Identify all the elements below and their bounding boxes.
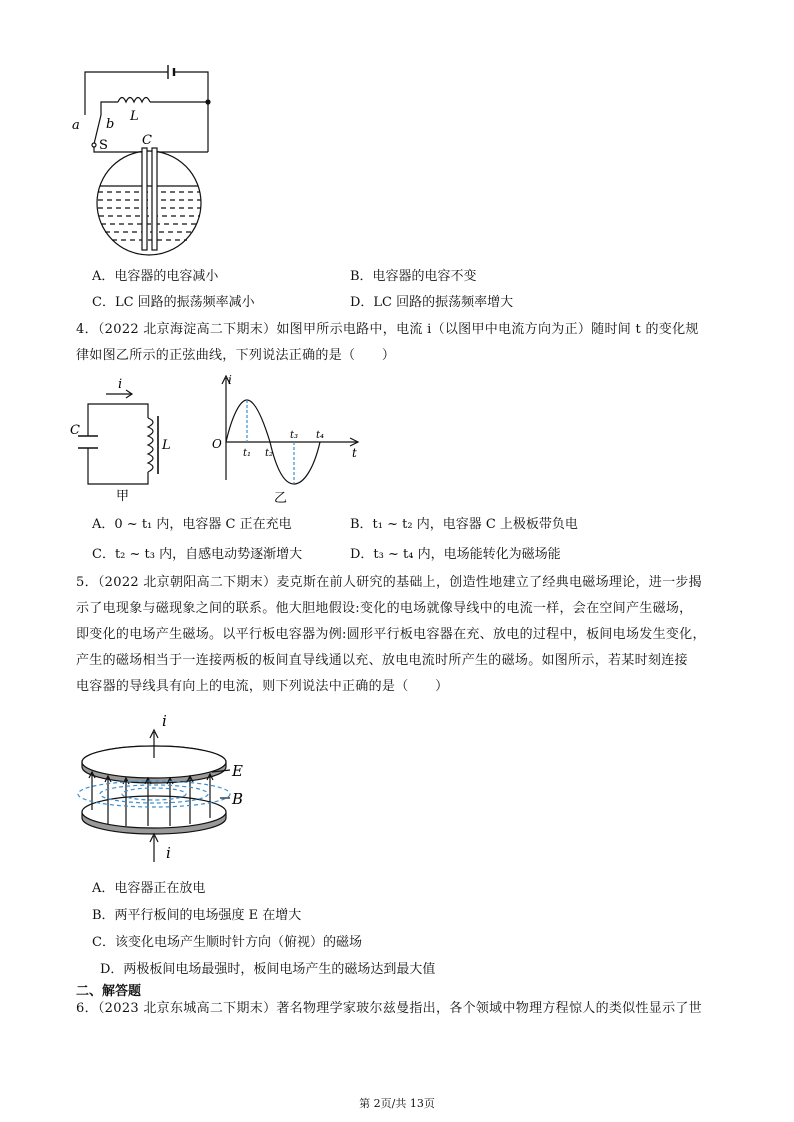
yi-label-t3: t₃ bbox=[290, 430, 299, 441]
label-a: a bbox=[72, 118, 80, 133]
label-C: C bbox=[142, 133, 152, 148]
q5-stem-line-3: 即变化的电场产生磁场。以平行板电容器为例:圆形平行板电容器在充、放电的过程中，板间电场发生变化， bbox=[76, 627, 706, 642]
q5-stem-line-1: 5．（2022 北京朝阳高二下期末）麦克斯在前人研究的基础上，创造性地建立了经典电磁场理论，进一步揭 bbox=[76, 575, 702, 590]
label-b: b bbox=[106, 117, 115, 132]
q4-stem-line-1: 4．（2022 北京海淀高二下期末）如图甲所示电路中，电流 i（以图甲中电流方向为正）随时间 t 的变化规 bbox=[76, 322, 699, 337]
q3-option-a: A．电容器的电容减小 bbox=[92, 269, 219, 284]
q4-stem bbox=[76, 317, 726, 369]
yi-label-t: t bbox=[352, 446, 357, 460]
yi-label-t2: t₂ bbox=[265, 448, 274, 459]
label-L: L bbox=[130, 109, 139, 124]
q3-option-b: B．电容器的电容不变 bbox=[350, 269, 477, 284]
section-title-answer-questions: 二、解答题 bbox=[76, 984, 142, 999]
q6-stem bbox=[76, 996, 726, 1022]
jia-caption: 甲 bbox=[116, 489, 130, 504]
q5-stem bbox=[76, 570, 726, 700]
jia-label-i: i bbox=[118, 377, 123, 392]
yi-label-t1: t₁ bbox=[243, 448, 252, 459]
yi-label-i: i bbox=[228, 373, 232, 387]
jia-label-L: L bbox=[162, 438, 171, 453]
yi-label-t4: t₄ bbox=[316, 430, 325, 441]
q5-capacitor-figure bbox=[70, 712, 270, 868]
q5-stem-line-2: 示了电现象与磁现象之间的联系。他大胆地假设:变化的电场就像导线中的电流一样，会在空间产生磁场， bbox=[76, 601, 693, 616]
fig5-label-B: B bbox=[232, 790, 244, 808]
yi-label-origin: O bbox=[212, 437, 222, 451]
q4-stem-line-2: 律如图乙所示的正弦曲线，下列说法正确的是（ ） bbox=[76, 348, 396, 363]
q4-figure-yi bbox=[210, 370, 370, 506]
q4-figure-jia bbox=[70, 376, 180, 504]
q5-option-d: D．两极板间电场最强时，板间电场产生的磁场达到最大值 bbox=[100, 962, 436, 977]
q3-circuit-figure bbox=[70, 58, 230, 258]
q4-option-b: B．t₁ ~ t₂ 内，电容器 C 上极板带负电 bbox=[350, 517, 578, 532]
q5-option-b: B．两平行板间的电场强度 E 在增大 bbox=[92, 908, 302, 923]
q4-option-d: D．t₃ ~ t₄ 内，电场能转化为磁场能 bbox=[350, 547, 561, 562]
q5-stem-line-4: 产生的磁场相当于一连接两板的板间直导线通以充、放电电流时所产生的磁场。如图所示，若某时刻连接 bbox=[76, 653, 688, 668]
q4-option-a: A．0 ~ t₁ 内，电容器 C 正在充电 bbox=[92, 517, 292, 532]
fig5-label-i-top: i bbox=[162, 712, 167, 730]
fig5-label-i-bottom: i bbox=[166, 844, 171, 862]
q5-stem-line-5: 电容器的导线具有向上的电流，则下列说法中正确的是（ ） bbox=[76, 679, 449, 694]
q5-option-c: C．该变化电场产生顺时针方向（俯视）的磁场 bbox=[92, 935, 362, 950]
yi-caption: 乙 bbox=[274, 491, 288, 506]
q3-option-d: D．LC 回路的振荡频率增大 bbox=[350, 295, 514, 310]
jia-label-C: C bbox=[70, 423, 80, 438]
q4-option-c: C．t₂ ~ t₃ 内，自感电动势逐渐增大 bbox=[92, 547, 303, 562]
page-footer: 第 2页/共 13页 bbox=[359, 1097, 435, 1110]
q5-option-a: A．电容器正在放电 bbox=[92, 881, 206, 896]
q6-stem-line-1: 6．（2023 北京东城高二下期末）著名物理学家玻尔兹曼指出，各个领域中物理方程惊人的类似性显示了世 bbox=[76, 1001, 702, 1016]
q3-option-c: C．LC 回路的振荡频率减小 bbox=[92, 295, 255, 310]
label-S: S bbox=[99, 138, 108, 153]
fig5-label-E: E bbox=[232, 762, 243, 780]
